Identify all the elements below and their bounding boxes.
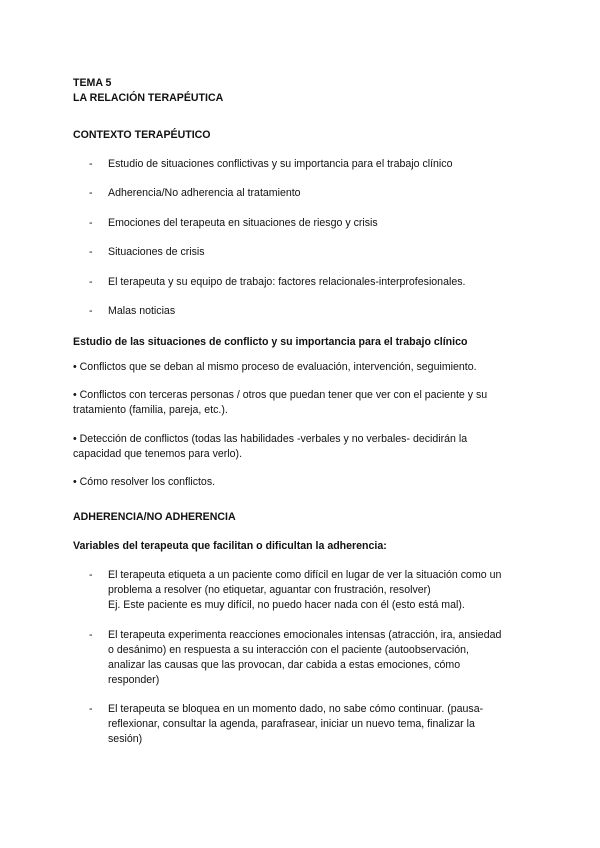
dash-bullet: - bbox=[89, 275, 93, 288]
conflict-paragraph bbox=[73, 432, 533, 462]
list-item-text: Estudio de situaciones conflictivas y su importancia para el trabajo clínico bbox=[108, 158, 453, 170]
list-item bbox=[73, 245, 533, 260]
list-item bbox=[73, 628, 533, 688]
list-item bbox=[73, 275, 533, 290]
topic-number: TEMA 5 bbox=[73, 77, 112, 89]
list-item-line: El terapeuta experimenta reacciones emocionales intensas (atracción, ira, ansiedad bbox=[108, 628, 502, 641]
list-item bbox=[73, 568, 533, 613]
list-item-line: El terapeuta se bloquea en un momento dado, no sabe cómo continuar. (pausa- bbox=[108, 703, 484, 716]
dash-bullet: - bbox=[89, 158, 93, 170]
list-item-line: sesión) bbox=[108, 733, 143, 746]
list-item bbox=[73, 216, 533, 231]
conflict-paragraph bbox=[73, 360, 533, 375]
dash-bullet: - bbox=[89, 187, 93, 200]
conflict-heading: Estudio de las situaciones de conflicto y su importancia para el trabajo clínico bbox=[73, 335, 468, 348]
list-item-text: Situaciones de crisis bbox=[108, 246, 205, 259]
context-heading: CONTEXTO TERAPÉUTICO bbox=[73, 129, 211, 141]
dash-bullet: - bbox=[89, 304, 93, 317]
dash-bullet: - bbox=[89, 569, 93, 582]
paragraph-line: • Conflictos que se deban al mismo proceso de evaluación, intervención, seguimiento. bbox=[73, 360, 477, 373]
list-item bbox=[73, 157, 533, 172]
context-list bbox=[73, 157, 533, 319]
therapist-variables-list bbox=[73, 568, 533, 747]
list-item-text: Adherencia/No adherencia al tratamiento bbox=[108, 187, 301, 200]
list-item-line: reflexionar, consultar la agenda, parafrasear, iniciar un nuevo tema, finalizar la bbox=[108, 718, 475, 731]
list-item-line: responder) bbox=[108, 673, 160, 686]
list-item bbox=[73, 702, 533, 747]
therapist-variables-heading: Variables del terapeuta que facilitan o dificultan la adherencia: bbox=[73, 540, 387, 553]
list-item-line: El terapeuta etiqueta a un paciente como difícil en lugar de ver la situación como un bbox=[108, 569, 502, 582]
dash-bullet: - bbox=[89, 628, 93, 641]
conflict-paragraph bbox=[73, 475, 533, 490]
conflict-paragraph bbox=[73, 388, 533, 418]
list-item-text: Malas noticias bbox=[108, 304, 176, 317]
dash-bullet: - bbox=[89, 246, 93, 259]
list-item-text: Emociones del terapeuta en situaciones de riesgo y crisis bbox=[108, 216, 378, 229]
list-item-text: El terapeuta y su equipo de trabajo: factores relacionales-interprofesionales. bbox=[108, 275, 466, 288]
paragraph-line: capacidad que tenemos para verlo). bbox=[73, 447, 243, 460]
dash-bullet: - bbox=[89, 216, 93, 229]
list-item-line: problema a resolver (no etiquetar, aguantar con frustración, resolver) bbox=[108, 584, 431, 597]
list-item bbox=[73, 186, 533, 201]
page-title: LA RELACIÓN TERAPÉUTICA bbox=[73, 92, 224, 104]
list-item-line: analizar las causas que las provocan, dar cabida a estas emociones, cómo bbox=[108, 658, 461, 671]
document-page bbox=[73, 76, 533, 762]
paragraph-line: • Cómo resolver los conflictos. bbox=[73, 476, 216, 489]
list-item bbox=[73, 304, 533, 319]
paragraph-line: tratamiento (familia, pareja, etc.). bbox=[73, 404, 228, 417]
list-item-line: o desánimo) en respuesta a su interacción con el paciente (autoobservación, bbox=[108, 643, 469, 656]
title-block bbox=[73, 76, 533, 106]
paragraph-line: • Conflictos con terceras personas / otros que puedan tener que ver con el paciente y su bbox=[73, 389, 488, 402]
adherence-heading: ADHERENCIA/NO ADHERENCIA bbox=[73, 511, 236, 524]
dash-bullet: - bbox=[89, 703, 93, 716]
list-item-line: Ej. Este paciente es muy difícil, no puedo hacer nada con él (esto está mal). bbox=[108, 599, 465, 612]
paragraph-line: • Detección de conflictos (todas las habilidades -verbales y no verbales- decidirán la bbox=[73, 432, 468, 445]
